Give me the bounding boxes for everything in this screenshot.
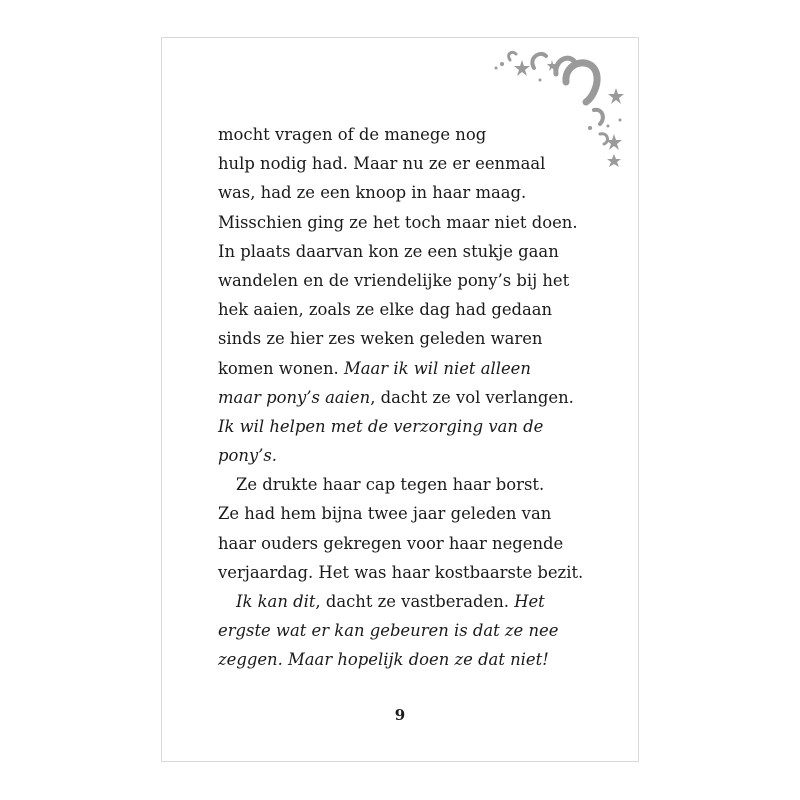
text-segment: , dacht ze vastberaden. [315,592,515,611]
star-icon [514,60,530,76]
text-line [218,441,608,470]
text-line [218,499,608,528]
dot-icon [619,119,622,122]
italic-text: zeggen. Maar hopelijk doen ze dat niet! [218,650,549,670]
text-line [218,266,608,295]
star-icon [607,154,621,167]
text-segment: verjaardag. Het was haar kostbaarste bezit. [218,562,584,582]
text-line [218,558,608,587]
text-line [218,529,608,558]
page-number: 9 [394,706,406,724]
text-segment: hek aaien, zoals ze elke dag had gedaan [218,300,553,320]
text-line [218,470,608,499]
dot-icon [495,67,498,70]
text-segment: haar ouders gekregen voor haar negende [218,533,564,553]
italic-text: Maar ik wil niet alleen [343,358,531,378]
star-icon [608,88,624,104]
italic-text: pony’s. [218,446,278,466]
text-segment: sinds ze hier zes weken geleden waren [218,329,543,349]
text-segment: mocht vragen of de manege nog [218,125,487,144]
text-segment: was, had ze een knoop in haar maag. [218,183,527,203]
text-line [218,645,608,674]
italic-text: Het [514,592,545,611]
text-line [218,383,608,412]
italic-text: ergste wat er kan gebeuren is dat ze nee [218,621,559,641]
text-segment: wandelen en de vriendelijke pony’s bij het [218,270,570,290]
text-segment: , dacht ze vol verlangen. [370,387,574,407]
body-text [218,120,608,675]
text-line [218,412,608,441]
text-line [218,324,608,353]
book-page [161,37,639,762]
text-line [218,295,608,324]
text-segment: Ze had hem bijna twee jaar geleden van [218,504,552,524]
text-line [218,149,608,178]
text-segment: In plaats daarvan kon ze een stukje gaan [218,241,559,261]
dot-icon [500,62,504,66]
text-segment: hulp nodig had. Maar nu ze er eenmaal [218,154,546,174]
dot-icon [539,79,542,82]
moon-icon [532,54,546,68]
italic-text: Ik wil helpen met de verzorging van de [218,416,544,436]
horseshoe-icon [566,63,597,102]
text-segment: komen wonen. [218,358,344,378]
text-line [218,354,608,383]
text-line [218,120,608,149]
text-line [218,178,608,207]
moon-icon [509,52,516,60]
text-line [218,616,608,645]
text-segment: Ze drukte haar cap tegen haar borst. [236,475,545,495]
text-line [218,587,608,616]
italic-text: Ik kan dit [236,592,316,611]
italic-text: maar pony’s aaien [218,387,371,407]
text-segment: Misschien ging ze het toch maar niet doen. [218,212,578,232]
text-line [218,237,608,266]
text-line [218,208,608,237]
